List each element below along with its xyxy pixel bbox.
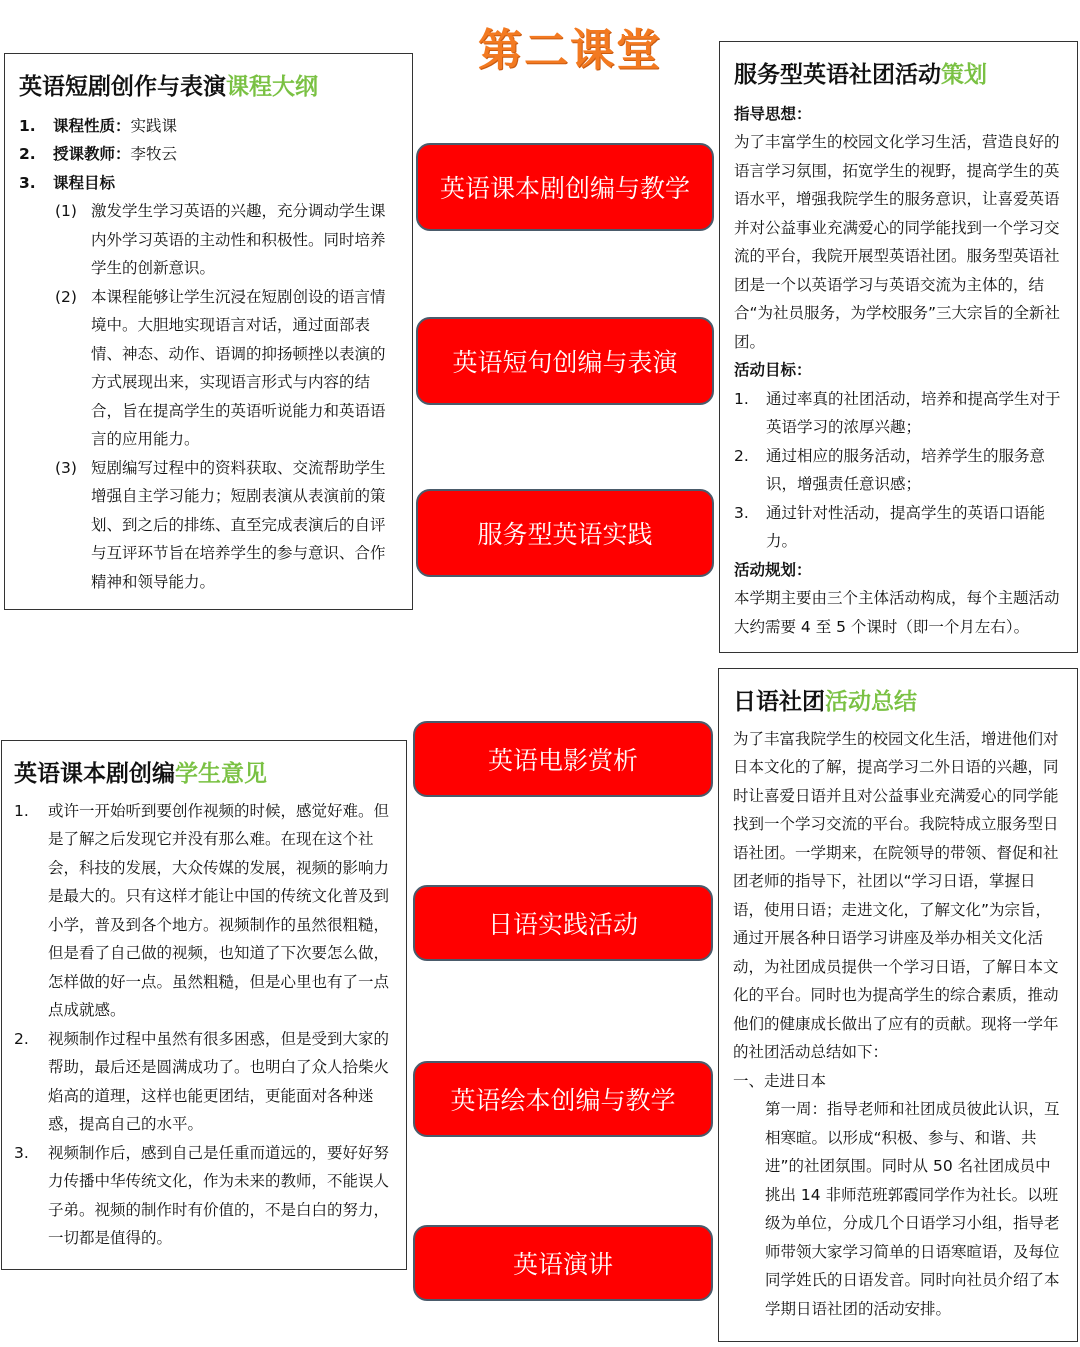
japanese-summary-section: 一、走进日本 xyxy=(733,1071,827,1090)
club-goal-text: 通过针对性活动，提高学生的英语口语能力。 xyxy=(766,503,1046,551)
syllabus-item xyxy=(19,169,398,198)
activity-button-picture-book[interactable]: 英语绘本创编与教学 xyxy=(413,1061,713,1137)
japanese-summary-title-main: 日语社团 xyxy=(733,689,825,715)
opinion-num: 1. xyxy=(14,801,29,820)
japanese-summary-title xyxy=(733,689,1064,717)
club-goal-text: 通过相应的服务活动，培养学生的服务意识，增强责任意识感； xyxy=(766,446,1046,494)
opinion-text: 视频制作后，感到自己是任重而道远的，要好好努力传播中华传统文化，作为未来的教师，不能误人子弟。视频的制作时有价值的，不是白白的努力，一切都是值得的。 xyxy=(48,1143,390,1248)
goal-label: 活动目标： xyxy=(734,361,812,380)
syllabus-goal-text: 本课程能够让学生沉浸在短剧创设的语言情境中。大胆地实现语言对话，通过面部表情、神态、动作、语调的抑扬顿挫以表演的方式展现出来，实现语言形式与内容的结合，旨在提高学生的英语听说能力和英语语言的应用能力。 xyxy=(91,287,386,449)
syllabus-goal xyxy=(19,454,398,597)
club-plan-title-main: 服务型英语社团活动 xyxy=(734,62,941,88)
syllabus-title-main: 英语短剧创作与表演 xyxy=(19,74,226,100)
club-plan-title-accent: 策划 xyxy=(941,62,987,88)
japanese-summary-box xyxy=(718,668,1078,1342)
opinions-title xyxy=(14,761,394,789)
syllabus-item-label: 课程目标 xyxy=(53,173,116,192)
activity-button-textbook-drama[interactable]: 英语课本剧创编与教学 xyxy=(416,143,714,231)
syllabus-goal-text: 激发学生学习英语的兴趣，充分调动学生课内外学习英语的主动性和积极性。同时培养学生的创新意识。 xyxy=(91,202,386,278)
syllabus-item-label: 课程性质： xyxy=(53,116,131,135)
club-goal xyxy=(734,385,1064,442)
activity-button-speech[interactable]: 英语演讲 xyxy=(413,1225,713,1301)
activity-button-japanese-practice[interactable]: 日语实践活动 xyxy=(413,885,713,961)
syllabus-title-accent: 课程大纲 xyxy=(226,74,318,100)
opinion-num: 3. xyxy=(14,1143,29,1162)
opinion-item xyxy=(14,797,394,1025)
syllabus-goal xyxy=(19,283,398,454)
guiding-text: 为了丰富学生的校园文化学习生活，营造良好的语言学习氛围，拓宽学生的视野，提高学生的英语水平，增强我院学生的服务意识，让喜爱英语并对公益事业充满爱心的同学能找到一个学习交流的平台，我院开展型英语社团。服务型英语社团是一个以英语学习与英语交流为主体的，结合“为社员服务，为学校服务”三大宗旨的全新社团。 xyxy=(734,133,1061,351)
syllabus-goal-num: (2) xyxy=(55,287,77,306)
schedule-text: 本学期主要由三个主体活动构成，每个主题活动大约需要 4 至 5 个课时（即一个月左右）。 xyxy=(734,589,1060,636)
japanese-summary-week1: 第一周：指导老师和社团成员彼此认识，互相寒暄。以形成“积极、参与、和谐、共进”的社团氛围。同时从 50 名社团成员中挑出 14 非师范班郭霞同学作为社长。以班级为单位，分成几个日语学习小组，指导老师带领大家学习简单的日语寒暄语，及每位同学姓氏的日语发音。同时向社员介绍了本学期日语社团的活动安排。 xyxy=(765,1100,1060,1318)
activity-button-short-sentence[interactable]: 英语短句创编与表演 xyxy=(416,317,714,405)
syllabus-goal-num: (1) xyxy=(55,202,77,221)
opinions-title-main: 英语课本剧创编 xyxy=(14,761,175,787)
syllabus-item-num: 3. xyxy=(19,173,36,192)
page-title: 第二课堂 xyxy=(478,25,662,76)
syllabus-title xyxy=(19,74,398,102)
activity-button-service-english[interactable]: 服务型英语实践 xyxy=(416,489,714,577)
syllabus-item xyxy=(19,140,398,169)
opinions-box xyxy=(1,740,407,1270)
club-plan-title xyxy=(734,62,1064,90)
opinions-title-accent: 学生意见 xyxy=(175,761,267,787)
japanese-summary-intro: 为了丰富我院学生的校园文化生活，增进他们对日本文化的了解，提高学习二外日语的兴趣，同时让喜爱日语并且对公益事业充满爱心的同学能找到一个学习交流的平台。我院特成立服务型日语社团。一学期来，在院领导的带领、督促和社团老师的指导下，社团以“学习日语，掌握日语，使用日语；走进文化，了解文化”为宗旨，通过开展各种日语学习讲座及举办相关文化活动，为社团成员提供一个学习日语，了解日本文化的平台。同时也为提高学生的综合素质，推动他们的健康成长做出了应有的贡献。现将一学年的社团活动总结如下： xyxy=(733,729,1059,1062)
japanese-summary-title-accent: 活动总结 xyxy=(825,689,917,715)
opinion-item xyxy=(14,1139,394,1253)
syllabus-item-num: 1. xyxy=(19,116,36,135)
opinion-item xyxy=(14,1025,394,1139)
club-goal-num: 3. xyxy=(734,503,749,522)
opinion-text: 视频制作过程中虽然有很多困惑，但是受到大家的帮助，最后还是圆满成功了。也明白了众人拾柴火焰高的道理，这样也能更团结，更能面对各种迷惑，提高自己的水平。 xyxy=(48,1029,390,1134)
guiding-label: 指导思想： xyxy=(734,104,812,123)
club-goal-num: 1. xyxy=(734,389,749,408)
club-goal-num: 2. xyxy=(734,446,749,465)
club-goal xyxy=(734,442,1064,499)
syllabus-item-value: 实践课 xyxy=(130,116,178,135)
syllabus-goal-text: 短剧编写过程中的资料获取、交流帮助学生增强自主学习能力；短剧表演从表演前的策划、到之后的排练、直至完成表演后的自评与互评环节旨在培养学生的参与意识、合作精神和领导能力。 xyxy=(91,458,386,591)
syllabus-goal xyxy=(19,197,398,283)
syllabus-item-label: 授课教师： xyxy=(53,145,131,164)
club-goal xyxy=(734,499,1064,556)
syllabus-item-num: 2. xyxy=(19,145,36,164)
club-goal-text: 通过率真的社团活动，培养和提高学生对于英语学习的浓厚兴趣； xyxy=(766,389,1061,437)
activity-button-film-appreciation[interactable]: 英语电影赏析 xyxy=(413,721,713,797)
opinion-num: 2. xyxy=(14,1029,29,1048)
syllabus-item-value: 李牧云 xyxy=(130,145,178,164)
schedule-label: 活动规划： xyxy=(734,560,812,579)
syllabus-box xyxy=(4,53,413,610)
opinion-text: 或许一开始听到要创作视频的时候，感觉好难。但是了解之后发现它并没有那么难。在现在这个社会，科技的发展，大众传媒的发展，视频的影响力是最大的。只有这样才能让中国的传统文化普及到小学，普及到各个地方。视频制作的虽然很粗糙，但是看了自己做的视频，也知道了下次要怎么做，怎样做的好一点。虽然粗糙，但是心里也有了一点点成就感。 xyxy=(48,801,390,1020)
syllabus-goal-num: (3) xyxy=(55,458,77,477)
club-plan-box xyxy=(719,41,1078,653)
syllabus-item xyxy=(19,112,398,141)
